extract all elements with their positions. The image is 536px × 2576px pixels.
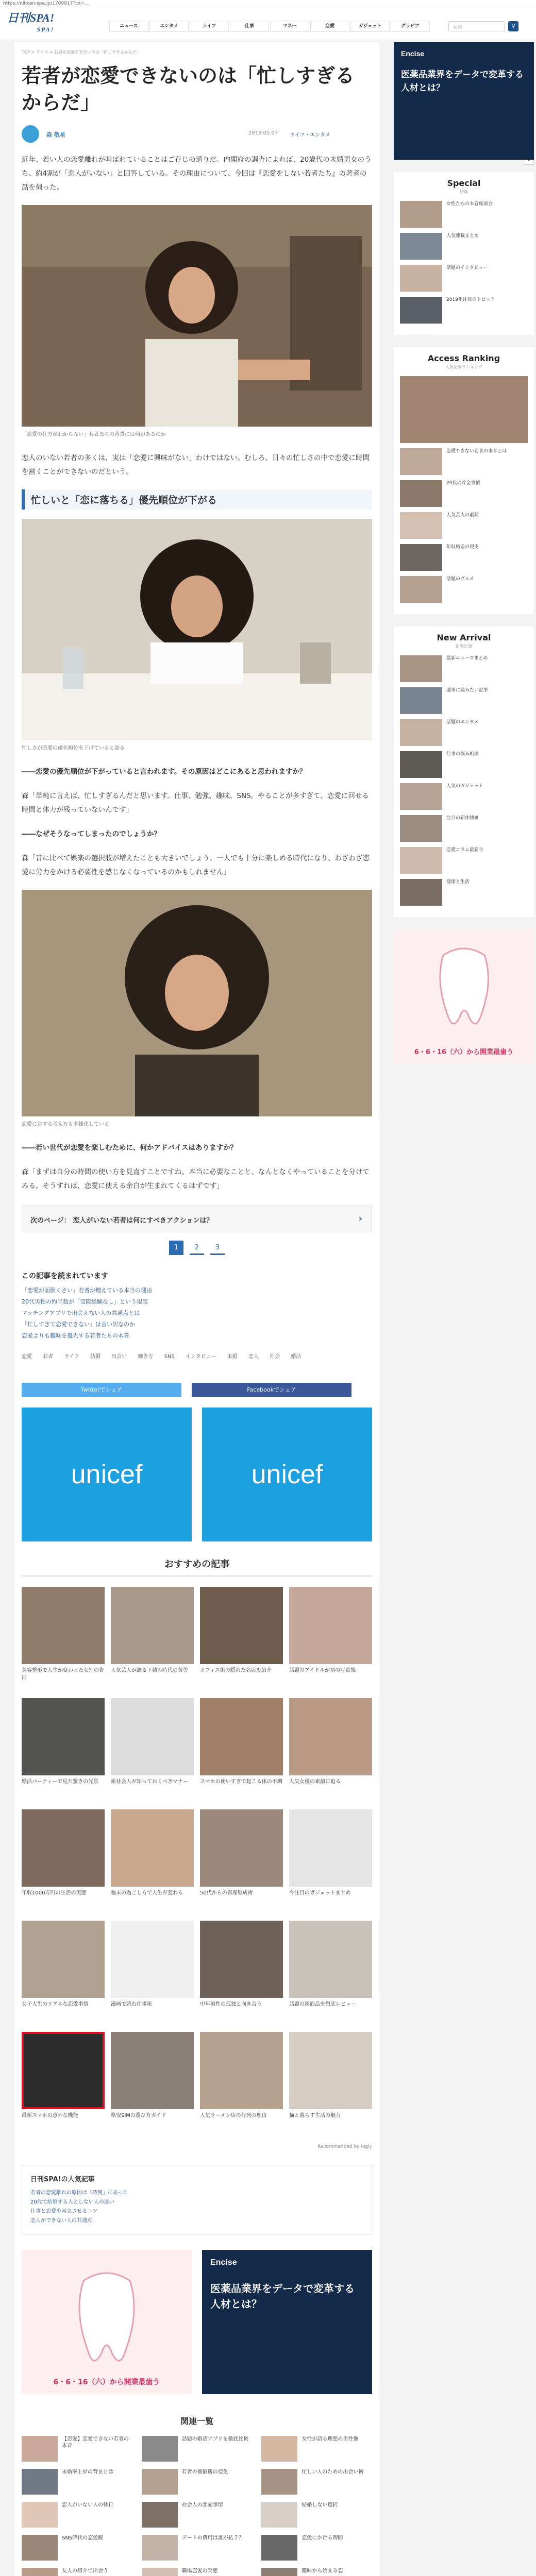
ranking-item[interactable] (400, 480, 528, 507)
more-text: 未婚率上昇の背景とは (62, 2469, 113, 2475)
more-text: 職場恋愛の実態 (181, 2568, 218, 2574)
thumbnail (200, 1587, 283, 1664)
thumbnail (400, 265, 442, 292)
encise-ad[interactable] (394, 42, 534, 160)
encise-brand: Encise (401, 49, 425, 58)
special-box (394, 172, 534, 335)
page-2[interactable]: 2 (190, 1241, 204, 1255)
ranking-text: 話題のグルメ (446, 577, 474, 582)
article-paragraph: 森「単純に言えば、忙しすぎるんだと思います。仕事、勉強、趣味、SNS。やることが多すぎて、恋愛に回せる時間と体力が残っていないんです」 (22, 792, 369, 814)
recommend-text: 話題の新商品を徹底レビュー (289, 2002, 356, 2007)
recommend-item[interactable] (22, 1698, 105, 1800)
twitter-share-button[interactable]: Twitterでシェア (22, 1383, 181, 1397)
popular-box (22, 2165, 372, 2234)
new-arrival-item[interactable] (400, 655, 528, 682)
tag[interactable]: 若者 (43, 1354, 54, 1360)
new-arrival-text: 注目の新作映画 (446, 816, 479, 821)
thumbnail (200, 2032, 283, 2109)
recommend-text: オフィス街の隠れた名店を紹介 (200, 1668, 272, 1673)
interview-question: ――若い世代が恋愛を楽しむために、何かアドバイスはありますか？ (22, 1144, 238, 1152)
thumbnail (200, 1809, 283, 1887)
recommend-item[interactable] (22, 1587, 105, 1689)
photo-illustration (22, 890, 372, 1116)
encise-headline: 医薬品業界をデータで変革する人材とは？ (401, 70, 524, 93)
ranking-item[interactable] (400, 576, 528, 603)
special-title: Special (447, 178, 481, 188)
special-item[interactable] (400, 297, 528, 324)
special-item[interactable] (400, 201, 528, 228)
thumbnail (400, 687, 442, 714)
ranking-title: Access Ranking (427, 353, 500, 363)
nav-item[interactable]: 恋愛 (310, 21, 349, 32)
new-arrival-text: 恋愛コラム最新号 (446, 848, 483, 853)
more-item[interactable] (261, 2469, 372, 2495)
dental-ad-text: 6・6・16（六）から開業最歯う (414, 1048, 514, 1056)
recommend-text: 年収1000万円の生活の実態 (22, 1890, 87, 1896)
thumbnail (111, 2032, 194, 2109)
tag[interactable]: ライフ (64, 1354, 79, 1360)
special-item[interactable] (400, 233, 528, 260)
thumbnail (400, 480, 442, 507)
thumbnail (142, 2568, 178, 2576)
more-text: 女性が語る理想の男性像 (301, 2436, 359, 2442)
more-item[interactable] (142, 2502, 253, 2528)
site-header (0, 7, 536, 40)
new-arrival-item[interactable] (400, 879, 528, 906)
recommend-text: 猫と暮らす生活の魅力 (289, 2113, 341, 2119)
thumbnail (142, 2469, 178, 2495)
share-bar (22, 1383, 372, 1397)
more-item[interactable] (22, 2535, 132, 2561)
recommend-text: 週末の過ごし方で人生が変わる (111, 1890, 183, 1896)
recommend-item[interactable] (200, 2032, 283, 2134)
recommend-item[interactable] (111, 1809, 194, 1911)
more-text: デートの費用は誰が払う？ (181, 2535, 244, 2541)
more-title: 関連一覧 (180, 2416, 213, 2426)
tag[interactable]: 未婚 (227, 1354, 238, 1360)
article-paragraph: 近年、若い人の恋愛離れが叫ばれていることはご存じの通りだ。内閣府の調査によれば、20歳代の未婚男女のうち、約4割が「恋人がいない」と回答している。その理由について、今回は『恋愛をしない若者たち』の著者の話を伺った。 (22, 156, 372, 192)
nav-item[interactable]: ライフ (190, 21, 229, 32)
search-icon[interactable]: ⚲ (508, 21, 518, 31)
more-text: 忙しい人のための出会い術 (301, 2469, 364, 2475)
nav-item[interactable]: ガジェット (350, 21, 390, 32)
thumbnail (22, 1809, 105, 1887)
thumbnail (289, 1587, 372, 1664)
thumbnail (22, 1698, 105, 1775)
thumbnail (400, 201, 442, 228)
more-item[interactable] (22, 2436, 132, 2462)
thumbnail (22, 2568, 58, 2576)
new-arrival-text: 仕事の悩み相談 (446, 752, 479, 757)
more-text: 社会人の恋愛事情 (181, 2502, 223, 2508)
logo-text: 日刊SPA! (7, 11, 55, 24)
new-arrival-sub: 新着記事 (456, 644, 472, 649)
recommend-item[interactable] (200, 1698, 283, 1800)
unicef-logo: unicef (251, 1460, 323, 1489)
article-title: 若者が恋愛できないのは「忙しすぎるからだ」 (22, 64, 355, 114)
thumbnail (400, 512, 442, 539)
new-arrival-text: 人気のガジェット (446, 784, 483, 789)
ranking-box (394, 347, 534, 614)
recommend-item[interactable] (200, 1587, 283, 1689)
tag-list (22, 1352, 372, 1362)
new-arrival-item[interactable] (400, 719, 528, 746)
thumbnail (289, 1809, 372, 1887)
thumbnail (261, 2568, 297, 2576)
breadcrumb: TOP > ライフ > 若者が恋愛できないのは「忙しすぎるからだ」 (22, 50, 141, 55)
encise-headline: 医薬品業界をデータで変革する人材とは？ (210, 2282, 355, 2310)
ranking-item[interactable] (400, 512, 528, 539)
thumbnail (261, 2502, 297, 2528)
thumbnail (142, 2535, 178, 2561)
special-item[interactable] (400, 265, 528, 292)
article-paragraph: 恋人のいない若者の多くは、実は「恋愛に興味がない」わけではない。むしろ、日々の忙しさの中で恋愛に時間を割くことができないのだという。 (22, 454, 370, 476)
related-title: この記事を読まれています (22, 1272, 108, 1280)
article-photo (22, 205, 372, 427)
pagination (22, 1241, 372, 1255)
bottom-ads (22, 2250, 372, 2394)
related-link[interactable]: 20代男性の約半数が「交際経験なし」という現実 (22, 1298, 148, 1305)
more-item[interactable] (22, 2568, 132, 2576)
more-text: 恋人がいない人の休日 (62, 2502, 113, 2508)
tag[interactable]: 結婚 (90, 1354, 100, 1360)
more-item[interactable] (261, 2568, 372, 2576)
section-heading: 忙しいと「恋に落ちる」優先順位が下がる (22, 489, 372, 510)
tag[interactable]: インタビュー (185, 1354, 216, 1360)
thumbnail (289, 1921, 372, 1998)
popular-link[interactable]: 仕事と恋愛を両立させるコツ (30, 2209, 97, 2214)
nav-item[interactable]: マネー (270, 21, 309, 32)
recommend-text: 人気芸人が語る下積み時代の苦労 (111, 1668, 188, 1673)
thumbnail (111, 1587, 194, 1664)
new-arrival-box (394, 626, 534, 917)
thumbnail (22, 2502, 58, 2528)
thumbnail (289, 1698, 372, 1775)
recommend-text: 人気ラーメン店の行列の理由 (200, 2113, 267, 2119)
thumbnail (400, 655, 442, 682)
new-arrival-item[interactable] (400, 687, 528, 714)
thumbnail (289, 2032, 372, 2109)
recommend-item[interactable] (22, 1809, 105, 1911)
global-nav (109, 21, 431, 32)
thumbnail (261, 2469, 297, 2495)
ranking-hero-image[interactable] (400, 376, 528, 443)
thumbnail (400, 297, 442, 324)
photo-illustration (22, 205, 372, 427)
thumbnail (400, 448, 442, 475)
recommend-title: おすすめの記事 (22, 1557, 372, 1577)
recommend-item[interactable] (22, 2032, 105, 2134)
recommend-item[interactable] (111, 1698, 194, 1800)
article-paragraph: 森「まずは自分の時間の使い方を見直すことですね。本当に必要なことと、なんとなくやっていることを分けてみる。そうすれば、恋愛に使える余白が生まれてくるはずです」 (22, 1168, 370, 1190)
next-page-link[interactable] (22, 1206, 372, 1232)
unicef-ads (22, 1408, 372, 1541)
thumbnail (400, 233, 442, 260)
thumbnail (261, 2535, 297, 2561)
chevron-right-icon: › (358, 1213, 362, 1224)
recommend-text: 人気女優の素顔に迫る (289, 1779, 341, 1785)
encise-ad[interactable] (202, 2250, 372, 2394)
recommend-item[interactable] (200, 1809, 283, 1911)
unicef-logo: unicef (71, 1460, 143, 1489)
category-link[interactable]: ライフ・エンタメ (290, 132, 330, 138)
photo-caption: 忙しさが恋愛の優先順位を下げていると語る (22, 745, 125, 751)
special-text: 人気連載まとめ (446, 233, 479, 239)
thumbnail (111, 1809, 194, 1887)
thumbnail (261, 2436, 297, 2462)
recommend-text: 最新スマホの意外な機能 (22, 2113, 78, 2119)
more-grid (22, 2436, 372, 2576)
recommend-item[interactable] (111, 1921, 194, 2023)
thumbnail (400, 847, 442, 874)
search-input[interactable]: 検索 (448, 21, 505, 31)
recommend-text: 中年男性の孤独と向き合う (200, 2002, 262, 2007)
thumbnail (400, 719, 442, 746)
recommend-grid (22, 1587, 372, 2134)
recommend-text: 格安SIMの選び方ガイド (111, 2113, 166, 2119)
thumbnail (111, 1921, 194, 1998)
new-arrival-item[interactable] (400, 815, 528, 842)
thumbnail (400, 879, 442, 906)
thumbnail (22, 2032, 105, 2109)
more-item[interactable] (22, 2469, 132, 2495)
recommend-text: 話題のアイドルが初の写真集 (289, 1668, 356, 1673)
thumbnail (111, 1698, 194, 1775)
more-item[interactable] (22, 2502, 132, 2528)
more-text: 恋愛にかける時間 (301, 2535, 343, 2541)
ranking-text: 20代の貯金事情 (446, 481, 480, 486)
photo-caption: 恋愛に対する考え方も多様化している (22, 1122, 109, 1127)
photo-illustration (22, 519, 372, 740)
recommend-item[interactable] (111, 2032, 194, 2134)
recommend-item[interactable] (289, 1698, 372, 1800)
popular-title: 日刊SPA!の人気記事 (30, 2176, 95, 2183)
sidebar (394, 42, 534, 1076)
more-item[interactable] (142, 2436, 253, 2462)
recommend-text: 婚活パーティーで見た驚きの光景 (22, 1779, 99, 1785)
thumbnail (200, 1698, 283, 1775)
special-sub: 特集 (460, 190, 468, 194)
thumbnail (22, 2535, 58, 2561)
thumbnail (22, 2469, 58, 2495)
related-list (22, 1285, 372, 1342)
popular-link[interactable]: 恋人ができない人の共通点 (30, 2218, 92, 2224)
interview-question: ――恋愛の優先順位が下がっていると言われます。その原因はどこにあると思われますか？ (22, 768, 307, 776)
recommend-text: スマホの使いすぎで起こる体の不調 (200, 1779, 282, 1785)
tag[interactable]: 働き方 (138, 1354, 154, 1360)
tooth-illustration (394, 929, 534, 1063)
encise-brand: Encise (210, 2258, 237, 2267)
thumbnail (200, 1921, 283, 1998)
ranking-item[interactable] (400, 448, 528, 475)
photo-caption: 「恋愛の仕方がわからない」若者たちの背景には何があるのか (22, 432, 166, 437)
article-main (14, 42, 379, 2576)
more-item[interactable] (142, 2568, 253, 2576)
more-text: 友人の紹介で出会う (62, 2568, 108, 2574)
next-page-text: 次のページ： 恋人がいない若者は何にすべきアクションは？ (30, 1217, 213, 1225)
new-arrival-title: New Arrival (437, 633, 491, 642)
article-photo (22, 519, 372, 740)
recommend-text: 今注目のガジェットまとめ (289, 1890, 351, 1896)
site-logo[interactable] (7, 12, 54, 35)
recommend-text: 新社会人が知っておくべきマナー (111, 1779, 188, 1785)
thumbnail (142, 2502, 178, 2528)
thumbnail (400, 815, 442, 842)
new-arrival-item[interactable] (400, 751, 528, 778)
tag[interactable]: 恋愛 (22, 1354, 32, 1360)
address-bar[interactable]: https://nikkan-spa.jp/1709817?cx=... (0, 0, 536, 7)
thumbnail (22, 1921, 105, 1998)
new-arrival-text: 最新ニュースまとめ (446, 656, 488, 661)
thumbnail (22, 2436, 58, 2462)
recommend-text: 女子大生のリアルな恋愛事情 (22, 2002, 89, 2007)
avatar (22, 125, 39, 143)
popular-link[interactable]: 20代で結婚する人としない人の違い (30, 2199, 114, 2205)
dental-ad-text: 6・6・16（六）から開業最歯う (53, 2378, 160, 2386)
tag[interactable]: 婚活 (291, 1354, 301, 1360)
new-arrival-text: 週末に読みたい記事 (446, 688, 489, 693)
nav-item[interactable]: グラビア (391, 21, 430, 32)
publish-date: 2019.05.07 (248, 130, 278, 136)
recommend-item[interactable] (289, 1809, 372, 1911)
new-arrival-text: 健康と生活 (446, 879, 470, 885)
tag[interactable]: SNS (164, 1354, 175, 1360)
recommend-item[interactable] (289, 1921, 372, 2023)
unicef-banner[interactable] (202, 1408, 372, 1541)
author-name[interactable]: 森 敬星 (46, 131, 65, 138)
new-arrival-item[interactable] (400, 847, 528, 874)
recommend-item[interactable] (22, 1921, 105, 2023)
tag[interactable]: 恋人 (248, 1354, 259, 1360)
recommend-text: 漫画で読む仕事術 (111, 2002, 152, 2007)
thumbnail (22, 1587, 105, 1664)
more-text: 話題の婚活アプリを徹底比較 (181, 2436, 249, 2442)
special-text: 話題のインタビュー (446, 265, 488, 270)
more-item[interactable] (142, 2535, 253, 2561)
ranking-sub: 人気記事ランキング (445, 365, 482, 369)
recommend-item[interactable] (111, 1587, 194, 1689)
facebook-share-button[interactable]: Facebookでシェア (192, 1383, 351, 1397)
more-text: 趣味から始まる恋 (301, 2568, 343, 2574)
ranking-text: 年収格差の現実 (446, 545, 479, 550)
new-arrival-text: 話題のエンタメ (446, 720, 479, 725)
special-text: 2019年注目のトピック (446, 297, 495, 302)
ranking-item[interactable] (400, 544, 528, 571)
dental-ad[interactable] (394, 929, 534, 1063)
recommend-item[interactable] (200, 1921, 283, 2023)
popular-list (30, 2189, 363, 2226)
article-paragraph: 森「昔に比べて娯楽の選択肢が増えたことも大きいでしょう。一人でも十分に楽しめる時代になり、わざわざ恋愛に労力をかける必要性を感じなくなっているのかもしれません」 (22, 854, 370, 876)
more-text: 若者の価値観の変化 (181, 2469, 228, 2475)
interview-question: ――なぜそうなってしまったのでしょうか？ (22, 830, 161, 838)
tag[interactable]: 社会 (270, 1354, 280, 1360)
recommend-text: 美容整形で人生が変わった女性の告白 (22, 1668, 104, 1681)
article-meta (22, 125, 372, 146)
related-link[interactable]: マッチングアプリで出会えない人の共通点とは (22, 1310, 140, 1316)
nav-item[interactable]: 仕事 (230, 21, 269, 32)
logo-sub: SPA! (37, 26, 55, 33)
ranking-text: 恋愛できない若者の本音とは (446, 449, 507, 454)
tooth-illustration (22, 2250, 192, 2394)
related-link[interactable]: 恋愛よりも趣味を優先する若者たちの本音 (22, 1332, 129, 1339)
recommend-item[interactable] (289, 2032, 372, 2134)
nav-item[interactable]: エンタメ (149, 21, 189, 32)
dental-ad[interactable] (22, 2250, 192, 2394)
recommend-text: 50代からの資産形成術 (200, 1890, 253, 1896)
article-photo (22, 890, 372, 1116)
related-link[interactable]: 「恋愛が面倒くさい」若者が増えている本当の理由 (22, 1287, 152, 1294)
related-link[interactable]: 「忙しすぎて恋愛できない」は言い訳なのか (22, 1321, 135, 1328)
tag[interactable]: 出会い (111, 1354, 127, 1360)
special-text: 女性たちの本音座談会 (446, 201, 493, 207)
thumbnail (400, 576, 442, 603)
thumbnail (400, 751, 442, 778)
new-arrival-item[interactable] (400, 783, 528, 810)
more-text: SNS時代の恋愛観 (62, 2535, 104, 2541)
more-item[interactable] (261, 2535, 372, 2561)
unicef-banner[interactable] (22, 1408, 192, 1541)
ad-attribution[interactable]: Recommended by logly (317, 2144, 372, 2149)
nav-item[interactable]: ニュース (109, 21, 148, 32)
more-item[interactable] (261, 2436, 372, 2462)
page-3[interactable]: 3 (210, 1241, 225, 1255)
more-item[interactable] (261, 2502, 372, 2528)
thumbnail (142, 2436, 178, 2462)
ranking-text: 人気芸人の素顔 (446, 513, 479, 518)
more-text: 結婚しない選択 (301, 2502, 338, 2508)
thumbnail (400, 544, 442, 571)
recommend-item[interactable] (289, 1587, 372, 1689)
more-item[interactable] (142, 2469, 253, 2495)
more-text: 【恋愛】恋愛できない若者の本音 (62, 2436, 129, 2449)
thumbnail (400, 783, 442, 810)
popular-link[interactable]: 若者の恋愛離れの原因は「時間」にあった (30, 2190, 128, 2196)
page-1[interactable]: 1 (169, 1241, 183, 1255)
